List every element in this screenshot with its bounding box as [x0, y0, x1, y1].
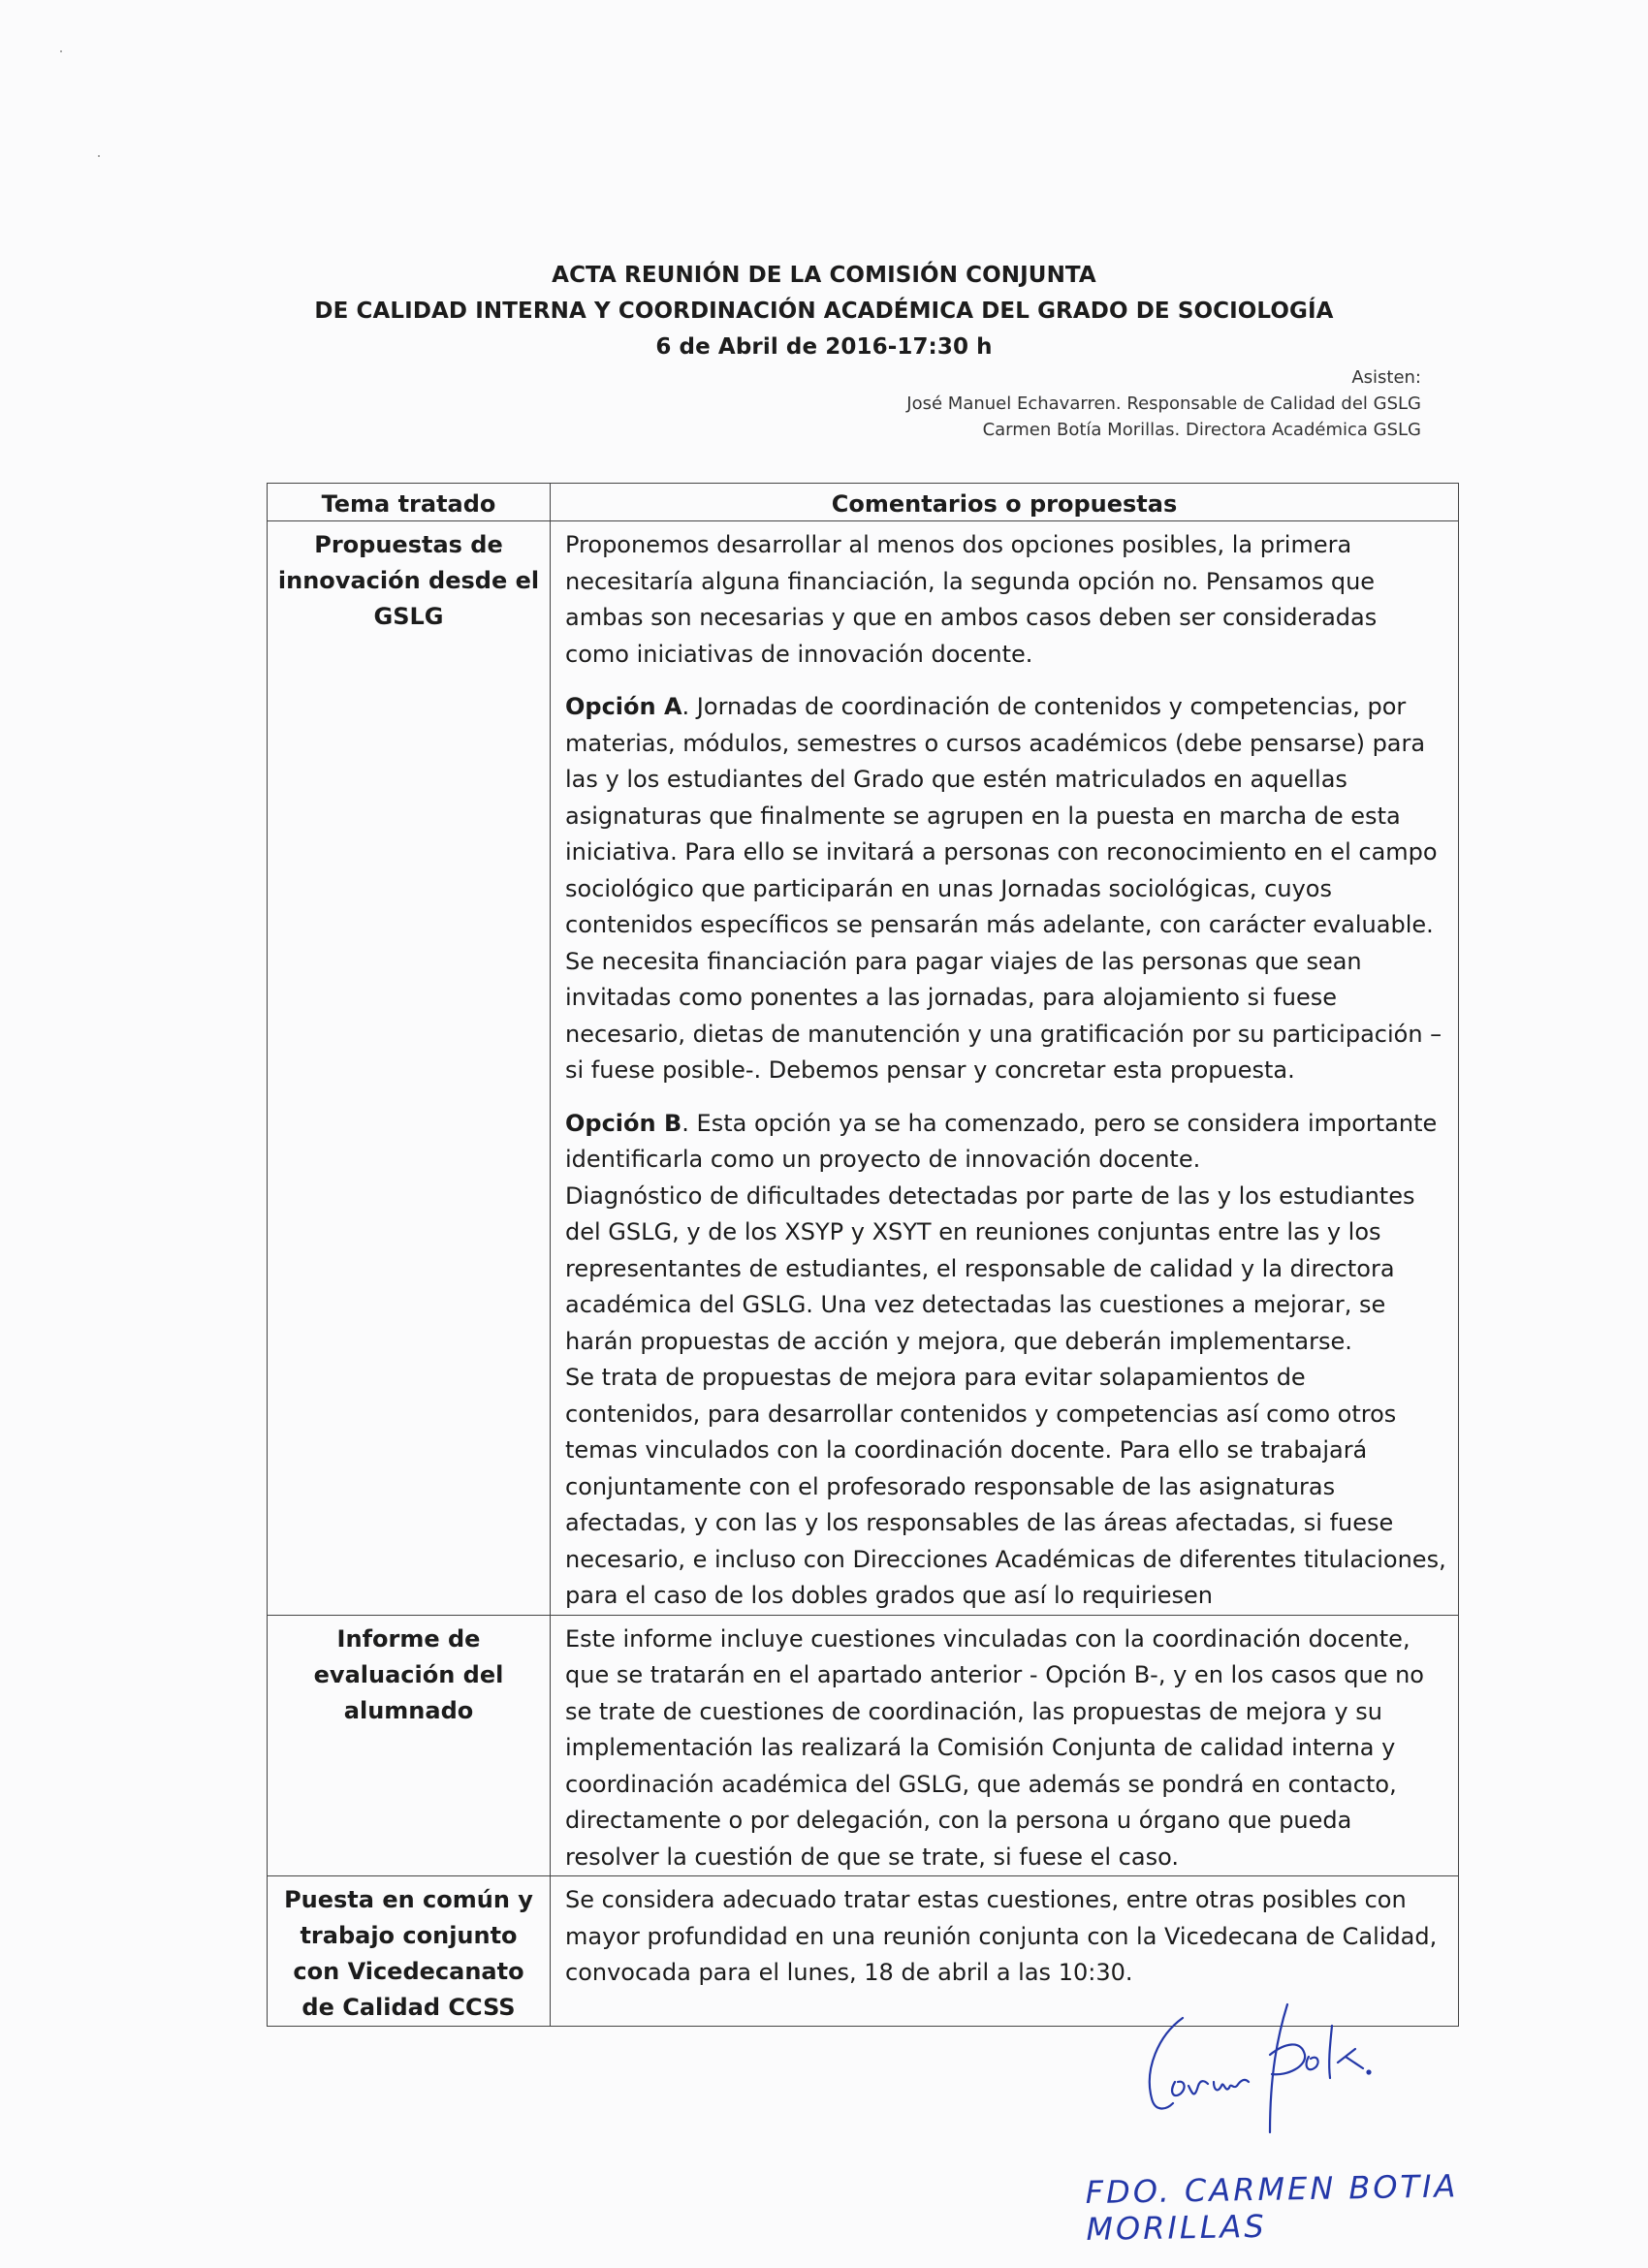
handwritten-signature	[1125, 1997, 1454, 2142]
option-a-text: . Jornadas de coordinación de contenidos y competencias, por materias, módulos, semestres o cursos académicos (debe pensarse) para las y los estudiantes del Grado que estén matriculados en aquellas asignaturas que finalmente se agrupen en la puesta en marcha de esta iniciativa. Para ello se invitará a personas con reconocimiento en el campo sociológico que participarán en unas Jornadas sociológicas, cuyos contenidos específicos se pensarán más adelante, con carácter evaluable. Se necesita financiación para pagar viajes de las personas que sean invitadas como ponentes a las jornadas, para alojamiento si fuese necesario, dietas de manutención y una gratificación por su participación –si fuese posible-. Debemos pensar y concretar esta propuesta.	[565, 693, 1442, 1084]
attendee-1: José Manuel Echavarren. Responsable de Calidad del GSLG	[906, 394, 1421, 414]
attendees-block	[906, 364, 1421, 443]
option-b-paragraph	[565, 1106, 1446, 1179]
comments-cell	[551, 521, 1459, 1616]
option-b-text: . Esta opción ya se ha comenzado, pero se considera importante identificarla como un proyecto de innovación docente.	[565, 1109, 1438, 1173]
option-b-proposals: Se trata de propuestas de mejora para evitar solapamientos de contenidos, para desarrollar contenidos y competencias así como otros temas vinculados con la coordinación docente. Para ello se trabajará conjuntamente con el profesorado responsable de las asignaturas afectadas, y con las y los responsables de las áreas afectadas, si fuese necesario, e incluso con Direcciones Académicas de diferentes titulaciones, para el caso de los dobles grados que así lo requiriesen	[565, 1364, 1446, 1609]
table-row	[268, 521, 1459, 1616]
option-a-paragraph	[565, 689, 1446, 1089]
topic-cell: Informe de evaluación del alumnado	[268, 1615, 551, 1876]
minutes-table	[267, 483, 1459, 2027]
attendee-2: Carmen Botía Morillas. Directora Académica GSLG	[982, 420, 1421, 440]
scan-speck	[60, 50, 62, 52]
table-row	[268, 1615, 1459, 1876]
title-line-1: ACTA REUNIÓN DE LA COMISIÓN CONJUNTA	[552, 263, 1096, 288]
option-b-diagnosis: Diagnóstico de dificultades detectadas por parte de las y los estudiantes del GSLG, y de los XSYP y XSYT en reuniones conjuntas entre las y los representantes de estudiantes, el responsable de calidad y la directora académica del GSLG. Una vez detectadas las cuestiones a mejorar, se harán propuestas de acción y mejora, que deberán implementarse.	[565, 1181, 1415, 1355]
document-title	[0, 258, 1648, 365]
col-header-comments: Comentarios o propuestas	[551, 484, 1459, 521]
topic-cell: Puesta en común y trabajo conjunto con Vicedecanato de Calidad CCSS	[268, 1876, 551, 2027]
comments-cell: Se considera adecuado tratar estas cuestiones, entre otras posibles con mayor profundidad en una reunión conjunta con la Vicedecana de Calidad, convocada para el lunes, 18 de abril a las 10:30.	[551, 1876, 1459, 2027]
intro-paragraph: Proponemos desarrollar al menos dos opciones posibles, la primera necesitaría alguna financiación, la segunda opción no. Pensamos que ambas son necesarias y que en ambos casos deben ser consideradas como iniciativas de innovación docente.	[565, 531, 1378, 668]
title-line-2: DE CALIDAD INTERNA Y COORDINACIÓN ACADÉMICA DEL GRADO DE SOCIOLOGÍA	[314, 299, 1334, 324]
topic-cell: Propuestas de innovación desde el GSLG	[268, 521, 551, 1616]
meeting-date: 6 de Abril de 2016-17:30 h	[655, 334, 993, 360]
table-header-row	[268, 484, 1459, 521]
attendees-label: Asisten:	[1351, 367, 1421, 388]
col-header-topic: Tema tratado	[268, 484, 551, 521]
scan-speck	[98, 155, 100, 157]
option-b-label: Opción B	[565, 1109, 682, 1137]
option-a-label: Opción A	[565, 693, 682, 720]
signature-printed-name: FDO. CARMEN BOTIA MORILLAS	[1085, 2167, 1459, 2249]
comments-cell: Este informe incluye cuestiones vinculadas con la coordinación docente, que se tratarán en el apartado anterior - Opción B-, y en los casos que no se trate de cuestiones de coordinación, las propuestas de mejora y su implementación las realizará la Comisión Conjunta de calidad interna y coordinación académica del GSLG, que además se pondrá en contacto, directamente o por delegación, con la persona u órgano que pueda resolver la cuestión de que se trate, si fuese el caso.	[551, 1615, 1459, 1876]
